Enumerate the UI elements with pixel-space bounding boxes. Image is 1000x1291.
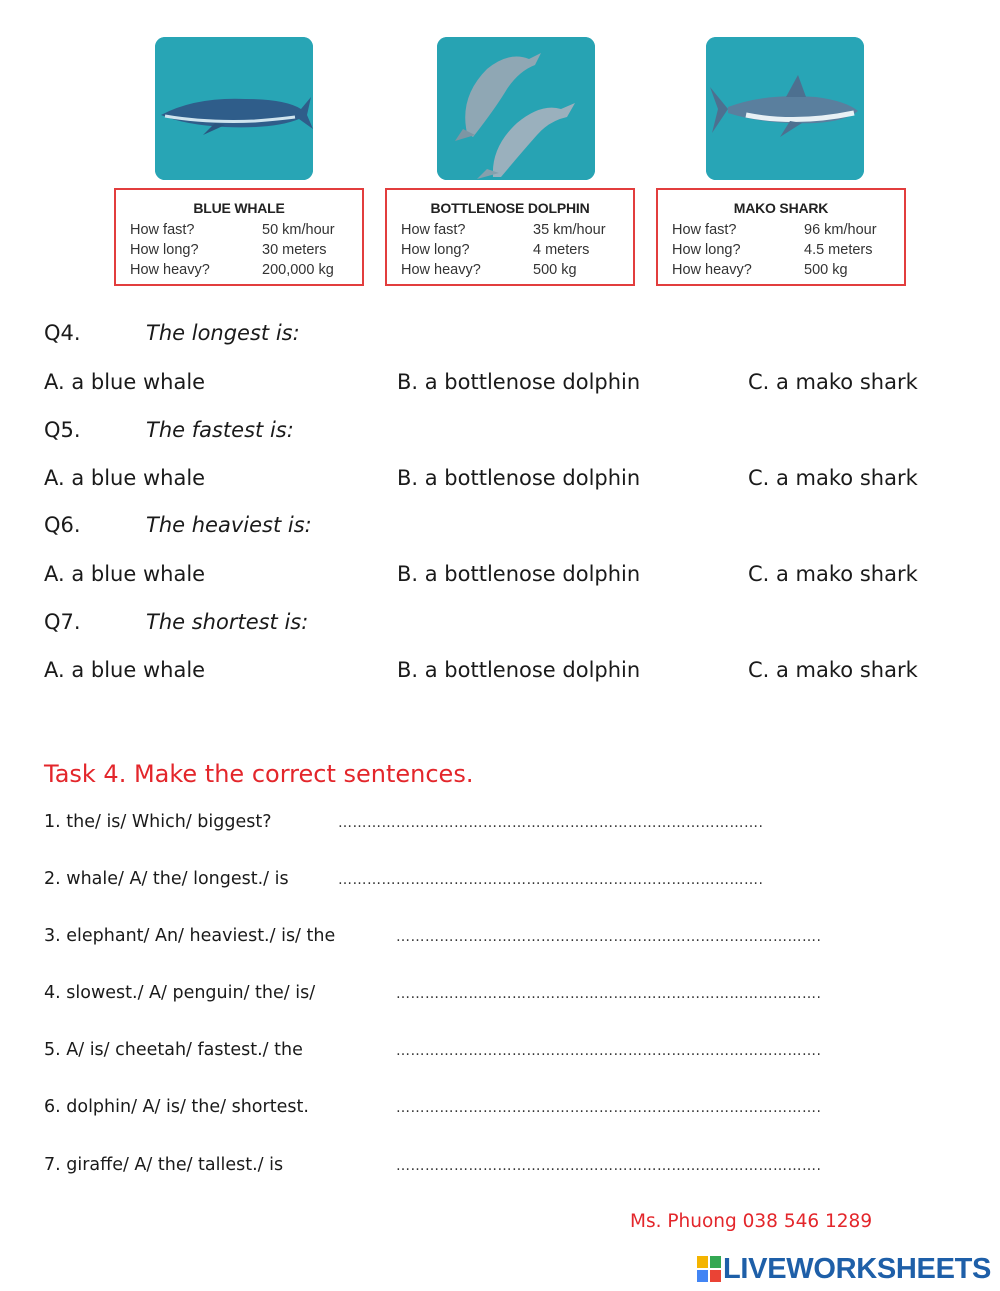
- question-number: Q7.: [44, 610, 81, 634]
- animal-name: MAKO SHARK: [733, 200, 829, 216]
- question-number: Q4.: [44, 321, 81, 345]
- question-text: The fastest is:: [146, 418, 294, 442]
- fact-label: How long?: [130, 242, 199, 258]
- option-a[interactable]: A. a blue whale: [44, 466, 206, 490]
- bottlenose-dolphin-info-box: [385, 188, 635, 286]
- option-c[interactable]: C. a mako shark: [748, 370, 918, 394]
- fact-label: How fast?: [130, 222, 195, 238]
- answer-blank[interactable]: …………………………………………………………………………….: [338, 872, 764, 888]
- fact-label: How heavy?: [401, 262, 481, 278]
- option-b[interactable]: B. a bottlenose dolphin: [397, 658, 641, 682]
- option-b[interactable]: B. a bottlenose dolphin: [397, 466, 641, 490]
- fact-value: 500 kg: [804, 262, 848, 278]
- task-4-title: Task 4. Make the correct sentences.: [44, 760, 474, 788]
- fact-value: 200,000 kg: [262, 262, 334, 278]
- blue-whale-image: [155, 37, 313, 180]
- fact-value: 50 km/hour: [262, 222, 335, 238]
- fact-label: How fast?: [672, 222, 737, 238]
- bottlenose-dolphin-image: [437, 37, 595, 180]
- answer-blank[interactable]: …………………………………………………………………………….: [396, 986, 822, 1002]
- sentence-prompt: 3. elephant/ An/ heaviest./ is/ the: [44, 926, 336, 946]
- question-text: The shortest is:: [146, 610, 309, 634]
- question-text: The heaviest is:: [146, 513, 312, 537]
- sentence-prompt: 5. A/ is/ cheetah/ fastest./ the: [44, 1040, 303, 1060]
- option-c[interactable]: C. a mako shark: [748, 466, 918, 490]
- fact-label: How long?: [401, 242, 470, 258]
- sentence-prompt: 2. whale/ A/ the/ longest./ is: [44, 869, 289, 889]
- sentence-prompt: 7. giraffe/ A/ the/ tallest./ is: [44, 1155, 284, 1175]
- animal-name: BOTTLENOSE DOLPHIN: [430, 200, 590, 216]
- option-c[interactable]: C. a mako shark: [748, 658, 918, 682]
- option-b[interactable]: B. a bottlenose dolphin: [397, 562, 641, 586]
- sentence-prompt: 4. slowest./ A/ penguin/ the/ is/: [44, 983, 316, 1003]
- fact-label: How long?: [672, 242, 741, 258]
- option-a[interactable]: A. a blue whale: [44, 658, 206, 682]
- liveworksheets-brand: [697, 1253, 991, 1285]
- liveworksheets-logo-icon: [697, 1256, 721, 1282]
- question-number: Q5.: [44, 418, 81, 442]
- question-text: The longest is:: [146, 321, 300, 345]
- blue-whale-info-box: [114, 188, 364, 286]
- mako-shark-image: [706, 37, 864, 180]
- option-b[interactable]: B. a bottlenose dolphin: [397, 370, 641, 394]
- fact-label: How heavy?: [672, 262, 752, 278]
- fact-value: 30 meters: [262, 242, 327, 258]
- fact-value: 35 km/hour: [533, 222, 606, 238]
- answer-blank[interactable]: …………………………………………………………………………….: [338, 815, 764, 831]
- fact-label: How fast?: [401, 222, 466, 238]
- fact-value: 500 kg: [533, 262, 577, 278]
- fact-value: 4 meters: [533, 242, 590, 258]
- brand-name: LIVEWORKSHEETS: [723, 1252, 992, 1285]
- answer-blank[interactable]: …………………………………………………………………………….: [396, 1043, 822, 1059]
- option-c[interactable]: C. a mako shark: [748, 562, 918, 586]
- question-number: Q6.: [44, 513, 81, 537]
- answer-blank[interactable]: …………………………………………………………………………….: [396, 1100, 822, 1116]
- fact-value: 4.5 meters: [804, 242, 873, 258]
- option-a[interactable]: A. a blue whale: [44, 370, 206, 394]
- author-credit: Ms. Phuong 038 546 1289: [630, 1211, 873, 1232]
- answer-blank[interactable]: …………………………………………………………………………….: [396, 1158, 822, 1174]
- sentence-prompt: 6. dolphin/ A/ is/ the/ shortest.: [44, 1097, 309, 1117]
- animal-name: BLUE WHALE: [193, 200, 285, 216]
- mako-shark-info-box: [656, 188, 906, 286]
- sentence-prompt: 1. the/ is/ Which/ biggest?: [44, 812, 272, 832]
- fact-label: How heavy?: [130, 262, 210, 278]
- fact-value: 96 km/hour: [804, 222, 877, 238]
- answer-blank[interactable]: …………………………………………………………………………….: [396, 929, 822, 945]
- option-a[interactable]: A. a blue whale: [44, 562, 206, 586]
